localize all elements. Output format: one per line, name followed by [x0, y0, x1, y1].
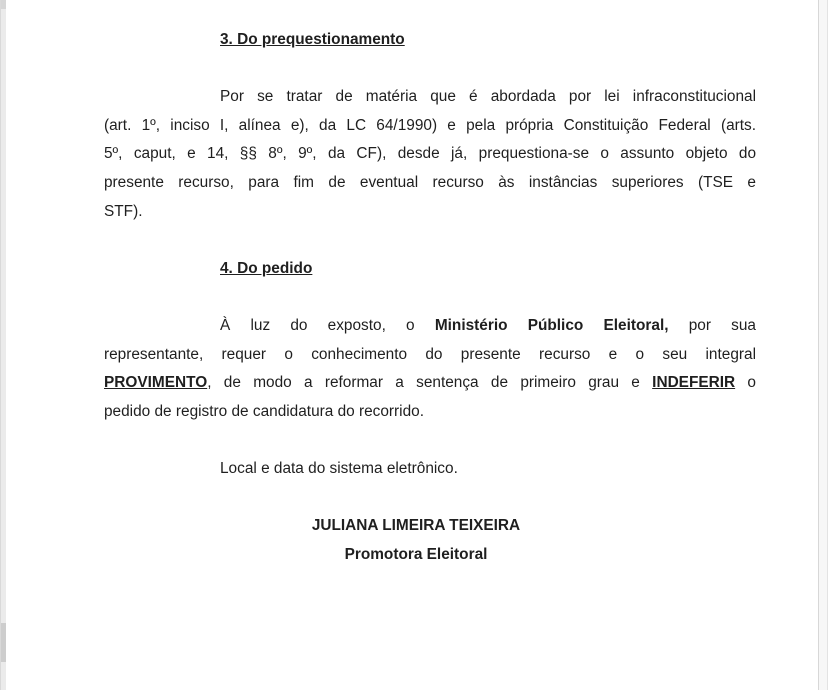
signature-line: JULIANA LIMEIRA TEIXEIRA [311, 517, 521, 535]
heading-line [104, 255, 756, 284]
paragraph-line [104, 369, 756, 398]
paragraph-local-data [104, 455, 756, 484]
text-segment: PROVIMENTO [104, 374, 208, 392]
text-segment: , de modo a reformar a sentença de primeiro grau e [207, 374, 653, 392]
heading-text: 4. Do pedido [220, 259, 313, 277]
text-segment: (art. 1º, inciso I, alínea e), da LC 64/1990) e pela própria Constituição Federal (arts. [104, 116, 756, 134]
paragraph-line [104, 312, 756, 341]
paragraph-pedido [104, 312, 756, 426]
paragraph-line [104, 169, 756, 198]
text-segment: por sua [668, 316, 756, 334]
document-content [104, 26, 756, 569]
text-segment: Por se tratar de matéria que é abordada por lei infraconstitucional [220, 88, 756, 106]
heading-pedido [104, 255, 756, 284]
text-segment: representante, requer o conhecimento do presente recurso e o seu integral [104, 345, 756, 363]
text-segment: INDEFERIR [652, 374, 736, 392]
paragraph-line [104, 455, 756, 484]
scrollbar-thumb[interactable] [1, 623, 6, 662]
text-segment: Local e data do sistema eletrônico. [220, 459, 458, 477]
paragraph-line [104, 341, 756, 370]
scrollbar-top-segment [1, 0, 6, 9]
paragraph-line [104, 198, 756, 227]
text-segment: o [735, 374, 756, 392]
signature-block [90, 512, 742, 569]
paragraph-prequestionamento [104, 83, 756, 226]
right-gutter [819, 0, 828, 690]
signature-line: Promotora Eleitoral [344, 545, 488, 563]
text-segment: presente recurso, para fim de eventual recurso às instâncias superiores (TSE e [104, 173, 756, 191]
text-segment: 5º, caput, e 14, §§ 8º, 9º, da CF), desde já, prequestiona-se o assunto objeto do [104, 145, 756, 163]
paragraph-line [104, 398, 756, 427]
text-segment: pedido de registro de candidatura do recorrido. [104, 402, 424, 420]
text-segment: Ministério Público Eleitoral, [434, 316, 669, 334]
text-segment: STF). [104, 202, 143, 220]
heading-line [104, 26, 756, 55]
scrollbar-track[interactable] [0, 0, 6, 690]
text-segment: À luz do exposto, o [220, 316, 435, 334]
heading-prequestionamento [104, 26, 756, 55]
document-page [7, 0, 818, 690]
paragraph-line [104, 112, 756, 141]
heading-text: 3. Do prequestionamento [220, 31, 405, 48]
paragraph-line [104, 140, 756, 169]
paragraph-line [104, 83, 756, 112]
